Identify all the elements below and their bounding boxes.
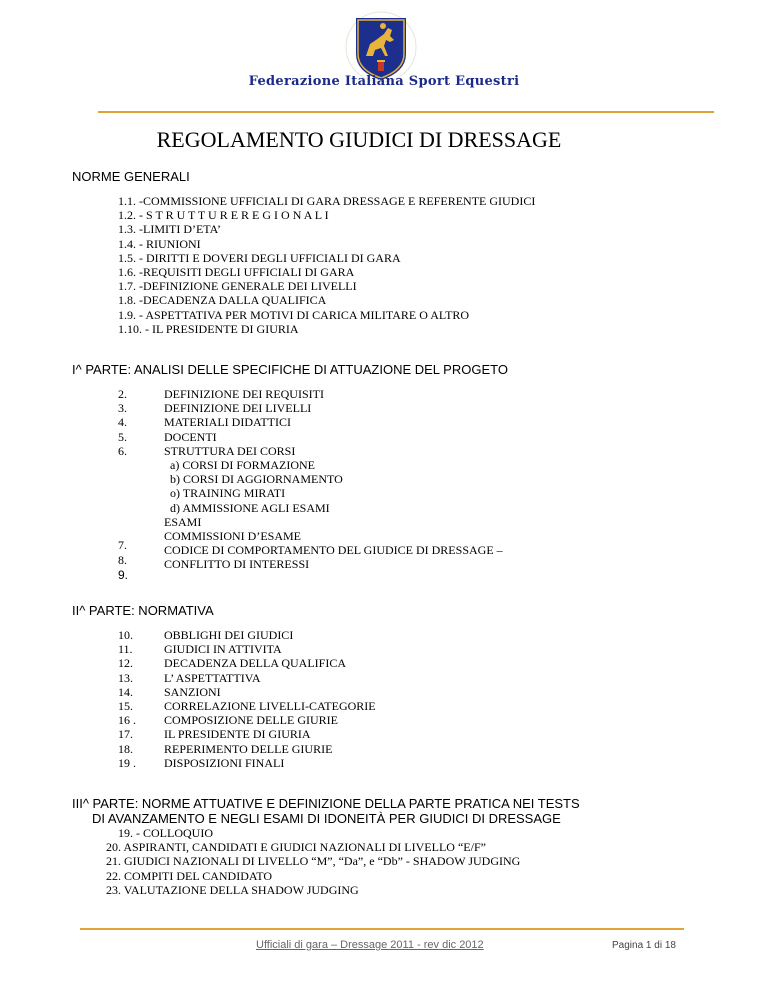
list-subitem: o) TRAINING MIRATI bbox=[170, 486, 286, 501]
item-text: COMPOSIZIONE DELLE GIURIE bbox=[164, 713, 338, 728]
item-number: 8. bbox=[118, 553, 127, 567]
header-divider bbox=[98, 111, 714, 113]
item-number: 3. bbox=[118, 401, 127, 416]
item-number: 13. bbox=[118, 670, 133, 685]
list-item: 1.4. - RIUNIONI bbox=[118, 236, 201, 251]
list-subitem: b) CORSI DI AGGIORNAMENTO bbox=[170, 472, 343, 487]
list-item: DOCENTI bbox=[164, 429, 217, 444]
item-text: L’ ASPETTATTIVA bbox=[164, 670, 261, 685]
list-item bbox=[118, 727, 376, 741]
list-item bbox=[118, 642, 376, 656]
list-subitem: a) CORSI DI FORMAZIONE bbox=[170, 458, 315, 473]
section-heading-line: III^ PARTE: NORME ATTUATIVE E DEFINIZIONE DELLA PARTE PRATICA NEI TESTS bbox=[72, 796, 580, 811]
part3-list bbox=[106, 826, 520, 897]
list-item: 1.9. - ASPETTATIVA PER MOTIVI DI CARICA MILITARE O ALTRO bbox=[118, 307, 470, 322]
list-item bbox=[118, 671, 376, 685]
section-heading-part-1: I^ PARTE: ANALISI DELLE SPECIFICHE DI ATTUAZIONE DEL PROGETO bbox=[72, 362, 508, 377]
list-item: 1.5. - DIRITTI E DOVERI DEGLI UFFICIALI DI GARA bbox=[118, 250, 401, 265]
section-heading-norme-generali: NORME GENERALI bbox=[72, 169, 190, 184]
item-number: 9. bbox=[118, 568, 129, 582]
item-text: DECADENZA DELLA QUALIFICA bbox=[164, 656, 346, 671]
list-subitem: d) AMMISSIONE AGLI ESAMI bbox=[170, 500, 330, 515]
list-item: 1.1. -COMMISSIONE UFFICIALI DI GARA DRESSAGE E REFERENTE GIUDICI bbox=[118, 194, 536, 208]
list-item: 21. GIUDICI NAZIONALI DI LIVELLO “M”, “Da”, e “Db” - SHADOW JUDGING bbox=[106, 854, 521, 869]
item-number: 2. bbox=[118, 387, 127, 401]
page-number: Pagina 1 di 18 bbox=[612, 940, 676, 951]
list-item: CODICE DI COMPORTAMENTO DEL GIUDICE DI DRESSAGE – bbox=[164, 543, 503, 558]
section-heading-part-2: II^ PARTE: NORMATIVA bbox=[72, 603, 214, 618]
item-number: 11. bbox=[118, 642, 133, 657]
list-item: 23. VALUTAZIONE DELLA SHADOW JUDGING bbox=[106, 882, 359, 897]
list-item bbox=[118, 756, 376, 770]
item-number: 14. bbox=[118, 684, 133, 699]
item-text: REPERIMENTO DELLE GIURIE bbox=[164, 741, 333, 756]
list-item: 20. ASPIRANTI, CANDIDATI E GIUDICI NAZIONALI DI LIVELLO “E/F” bbox=[106, 840, 486, 855]
list-item: 1.6. -REQUISITI DEGLI UFFICIALI DI GARA bbox=[118, 265, 355, 280]
item-number: 10. bbox=[118, 628, 133, 642]
item-number: 15. bbox=[118, 699, 133, 714]
list-item: ESAMI bbox=[164, 514, 202, 529]
item-text: GIUDICI IN ATTIVITA bbox=[164, 642, 282, 657]
item-text: CORRELAZIONE LIVELLI-CATEGORIE bbox=[164, 699, 376, 714]
list-item: CONFLITTO DI INTERESSI bbox=[164, 557, 310, 572]
list-item: COMMISSIONI D’ESAME bbox=[164, 529, 302, 544]
item-number: 6. bbox=[118, 443, 127, 458]
list-item bbox=[118, 628, 376, 642]
list-item: 1.10. - IL PRESIDENTE DI GIURIA bbox=[118, 321, 299, 336]
item-number: 5. bbox=[118, 429, 127, 444]
list-item: 19. - COLLOQUIO bbox=[118, 826, 213, 840]
list-item: 1.8. -DECADENZA DALLA QUALIFICA bbox=[118, 293, 327, 308]
item-number: 19 . bbox=[118, 755, 136, 770]
list-item bbox=[118, 656, 376, 670]
section-heading-part-3 bbox=[72, 796, 580, 826]
section-heading-line: DI AVANZAMENTO E NEGLI ESAMI DI IDONEITÀ PER GIUDICI DI DRESSAGE bbox=[92, 811, 561, 826]
item-number: 12. bbox=[118, 656, 133, 671]
item-number: 17. bbox=[118, 727, 133, 742]
part1-numbers-bottom bbox=[118, 538, 128, 583]
document-title: REGOLAMENTO GIUDICI DI DRESSAGE bbox=[156, 127, 562, 152]
footer-document-info: Ufficiali di gara – Dressage 2011 - rev dic 2012 bbox=[256, 939, 484, 951]
organization-name: Federazione Italiana Sport Equestri bbox=[248, 74, 520, 89]
part2-list bbox=[118, 628, 376, 770]
list-item bbox=[118, 713, 376, 727]
list-item: STRUTTURA DEI CORSI bbox=[164, 443, 296, 458]
item-number: 16 . bbox=[118, 713, 136, 728]
item-number: 4. bbox=[118, 415, 127, 430]
item-text: DISPOSIZIONI FINALI bbox=[164, 755, 285, 770]
norme-generali-list bbox=[118, 194, 535, 336]
list-item: DEFINIZIONE DEI LIVELLI bbox=[164, 401, 312, 416]
list-item: 22. COMPITI DEL CANDIDATO bbox=[106, 868, 272, 883]
list-item: DEFINIZIONE DEI REQUISITI bbox=[164, 387, 324, 401]
item-text: SANZIONI bbox=[164, 684, 221, 699]
list-item: 1.3. -LIMITI D’ETA’ bbox=[118, 222, 222, 237]
footer-divider bbox=[80, 928, 684, 930]
list-item: 1.7. -DEFINIZIONE GENERALE DEI LIVELLI bbox=[118, 279, 357, 294]
list-item: 1.2. - S T R U T T U R E R E G I O N A L I bbox=[118, 208, 329, 223]
item-number: 18. bbox=[118, 741, 133, 756]
list-item: MATERIALI DIDATTICI bbox=[164, 415, 291, 430]
fise-logo-icon bbox=[344, 10, 418, 84]
part1-texts bbox=[164, 387, 503, 572]
list-item bbox=[118, 742, 376, 756]
part1-numbers-top bbox=[118, 387, 127, 458]
item-text: IL PRESIDENTE DI GIURIA bbox=[164, 727, 311, 742]
list-item bbox=[118, 699, 376, 713]
item-number: 7. bbox=[118, 538, 127, 552]
item-text: OBBLIGHI DEI GIUDICI bbox=[164, 628, 294, 642]
list-item bbox=[118, 685, 376, 699]
